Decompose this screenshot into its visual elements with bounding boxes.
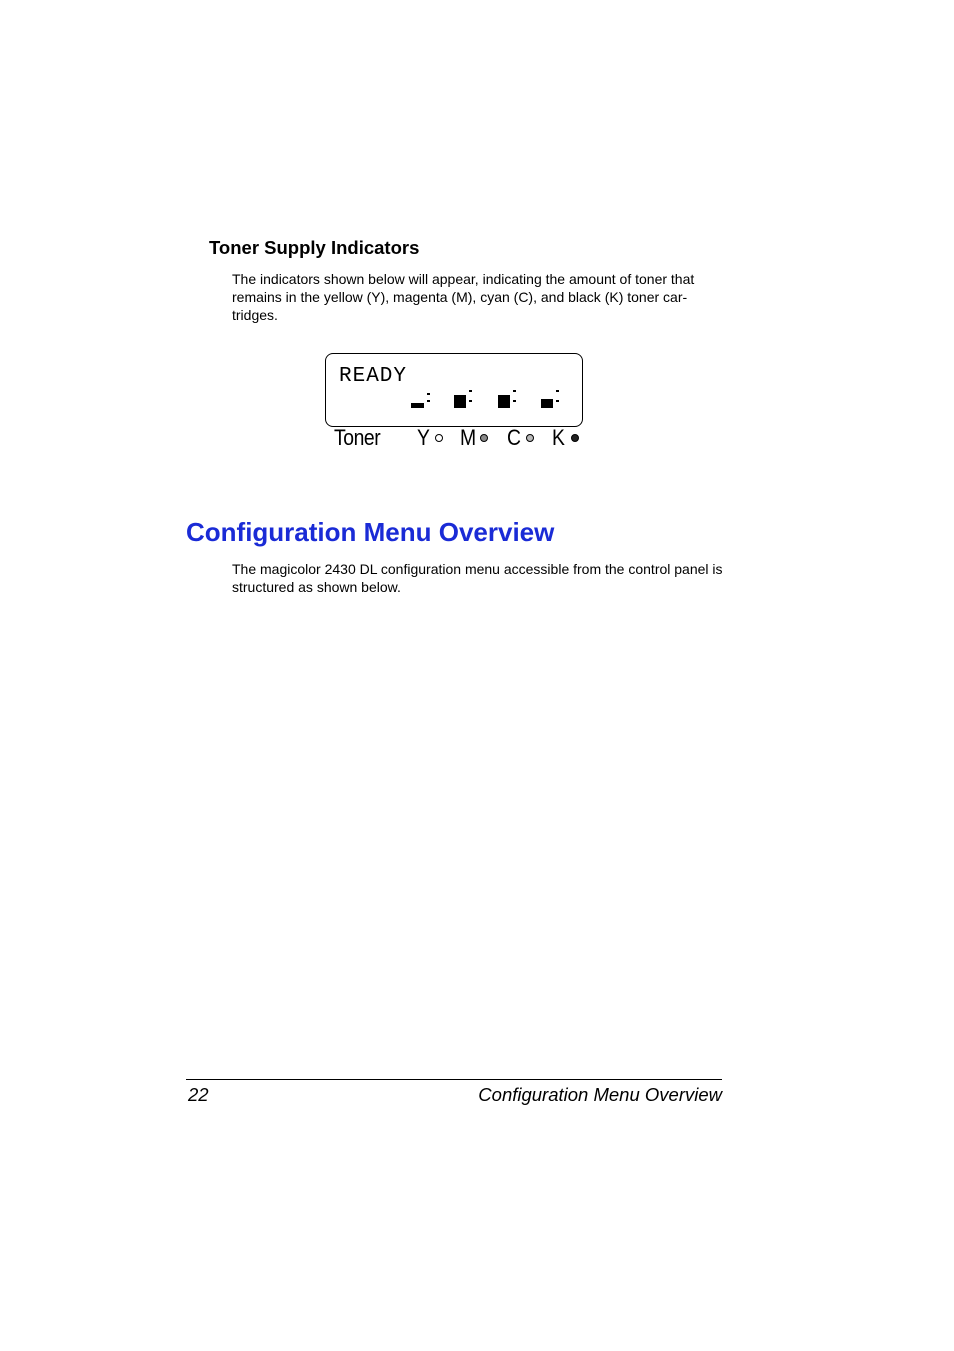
page-number: 22 — [188, 1084, 209, 1105]
toner-letter-c: C — [507, 425, 521, 450]
toner-tick-m-top — [469, 390, 472, 392]
toner-tick-k-top — [556, 390, 559, 392]
footer-divider — [186, 1079, 722, 1080]
toner-tick-y-top — [427, 393, 430, 395]
toner-tick-c-top — [513, 390, 516, 392]
configuration-menu-heading: Configuration Menu Overview — [186, 517, 555, 547]
lcd-display — [325, 353, 583, 427]
toner-letter-m: M — [460, 425, 477, 450]
toner-level-bar-m — [454, 395, 466, 408]
cyan-dot-icon — [526, 434, 534, 442]
toner-description: The indicators shown below will appear, indicating the amount of toner that remains in the yellow (Y), magenta (M), cyan (C), and black (K) toner car-tridges. — [232, 271, 695, 323]
toner-level-bar-c — [498, 395, 510, 408]
toner-level-bar-k — [541, 399, 553, 408]
toner-tick-y-bottom — [427, 400, 430, 402]
configuration-description: The magicolor 2430 DL configuration menu accessible from the control panel is structured as shown below. — [232, 561, 723, 595]
toner-tick-k-bottom — [556, 400, 559, 402]
toner-label: Toner — [334, 425, 381, 450]
lcd-status-text: READY — [339, 365, 408, 388]
toner-supply-heading: Toner Supply Indicators — [209, 237, 420, 258]
toner-tick-c-bottom — [513, 400, 516, 402]
toner-letter-y: Y — [417, 425, 430, 450]
toner-level-bar-y — [411, 403, 424, 408]
magenta-dot-icon — [480, 434, 488, 442]
black-dot-icon — [571, 434, 579, 442]
footer-section-title: Configuration Menu Overview — [478, 1084, 722, 1105]
yellow-dot-icon — [435, 434, 443, 442]
toner-tick-m-bottom — [469, 400, 472, 402]
toner-letter-k: K — [552, 425, 565, 450]
